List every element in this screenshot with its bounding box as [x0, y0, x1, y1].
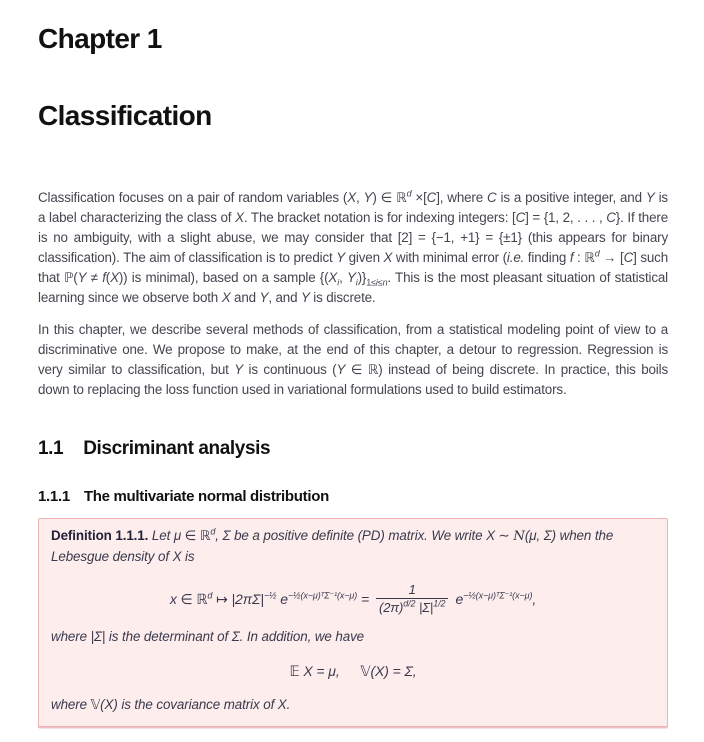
fraction-numerator: 1	[408, 581, 416, 597]
section-title: Discriminant analysis	[83, 437, 271, 459]
chapter-title: Classification	[38, 99, 212, 131]
paragraph-chapter-overview: In this chapter, we describe several methods of classification, from a statistical modeling point of view to a discriminative one. We propose to make, at the end of this chapter, a detour to regression. Regression is very similar to classification, but Y is continuous (Y ∈ ℝ) instead of being discrete. In practice, this boils down to replacing the loss function used in variational formulations used to build estimators.	[38, 321, 668, 397]
where-determinant-text: where |Σ| is the determinant of Σ. In addition, we have	[51, 629, 365, 645]
subsection-number: 1.1.1	[38, 487, 70, 505]
density-formula-fraction	[376, 582, 448, 617]
paragraph-intro-classification: Classification focuses on a pair of random variables (X, Y) ∈ ℝ$^d$ ×[C], where C is a positive integer, and Y is a label characterizing the class of X. The bracket notation is for indexing integers: [C] = {1, 2, . . . , C}. If there is no ambiguity, with a slight abuse, we may consider that [2] = {−1, +1} = {±1} (this appears for binary classification). The aim of classification is to predict Y given X with minimal error (i.e. finding f : ℝ$^d$ → [C] such that ℙ(Y ≠ f(X)) is minimal), based on a sample {($X_i$, $Y_i)\}_{1\le i\le n}$. This is the most pleasant situation of statistical learning since we observe both X and Y, and Y is discrete.	[38, 188, 669, 305]
subsection-heading-1-1-1	[38, 488, 668, 505]
section-heading-1-1	[38, 438, 668, 460]
moments-equation: 𝔼 X = μ, 𝕍(X) = Σ,	[289, 663, 417, 680]
definition-box	[38, 518, 668, 728]
density-formula-right: $e^{-\frac{1}{2}(x-\mu)ᵀ\Sigma^{-1}(x-\mu)}$,	[455, 590, 537, 607]
subsection-title: The multivariate normal distribution	[83, 487, 329, 505]
density-formula	[51, 582, 655, 617]
definition-intro-line	[51, 526, 655, 567]
chapter-label: Chapter 1	[38, 23, 162, 54]
section-number: 1.1	[38, 437, 64, 459]
where-covariance-text: where 𝕍(X) is the covariance matrix of X.	[51, 697, 291, 713]
definition-label: Definition 1.1.1.	[51, 527, 149, 543]
fraction-denominator: $(2\pi)^{d/2}$ $|\Sigma|^{1/2}$	[376, 598, 448, 616]
density-formula-left: x ∈ ℝ$^d$ ↦ $|2\pi\Sigma|^{-\frac{1}{2}}$ $e^{-\frac{1}{2}(x-\mu)ᵀ\Sigma^{-1}(x-\mu)}$ =	[169, 590, 370, 607]
definition-intro-text: Let μ ∈ ℝ$^d$, Σ be a positive definite (PD) matrix. We write X ∼ N(μ, Σ) when the Lebesgue density of X is	[51, 526, 614, 564]
